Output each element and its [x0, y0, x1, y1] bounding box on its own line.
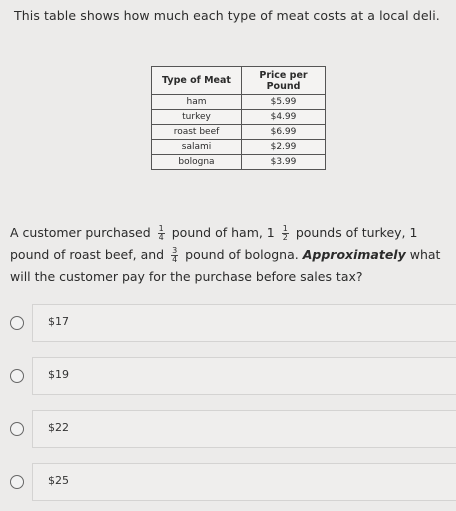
answer-choice-d[interactable]: [4, 463, 456, 501]
question-part-4: pound of bologna.: [185, 247, 299, 262]
question-part-3: pounds of turkey, 1 pound of roast beef, and: [10, 225, 418, 262]
radio-button[interactable]: [10, 422, 24, 436]
fraction-denominator: 2: [282, 233, 288, 242]
header-price-per: Price per: [259, 69, 308, 81]
table-header-row: [152, 67, 326, 95]
meat-cell: ham: [152, 95, 242, 110]
choice-label: $19: [48, 368, 69, 381]
answer-choice-a[interactable]: [4, 304, 456, 342]
header-price-per-pound: [242, 67, 326, 95]
meat-price-table: [151, 66, 326, 170]
choice-box[interactable]: [32, 410, 456, 448]
answer-choice-b[interactable]: [4, 357, 456, 395]
price-cell: $6.99: [242, 125, 326, 140]
meat-cell: roast beef: [152, 125, 242, 140]
answer-choice-c[interactable]: [4, 410, 456, 448]
radio-button[interactable]: [10, 369, 24, 383]
meat-cell: bologna: [152, 155, 242, 170]
question-part-5: what will the customer pay for the purchase before sales tax?: [10, 247, 441, 284]
question-text: [10, 222, 452, 288]
price-cell: $4.99: [242, 110, 326, 125]
price-cell: $5.99: [242, 95, 326, 110]
price-cell: $2.99: [242, 140, 326, 155]
meat-cell: turkey: [152, 110, 242, 125]
fraction-numerator: 1: [282, 224, 288, 233]
fraction-numerator: 3: [172, 246, 178, 255]
question-part-1: A customer purchased: [10, 225, 151, 240]
choice-box[interactable]: [32, 357, 456, 395]
price-cell: $3.99: [242, 155, 326, 170]
fraction-one-half: [282, 225, 289, 242]
choice-box[interactable]: [32, 304, 456, 342]
table-row: [152, 155, 326, 170]
fraction-three-quarters: [171, 247, 178, 264]
choice-label: $22: [48, 421, 69, 434]
table-row: [152, 95, 326, 110]
choice-box[interactable]: [32, 463, 456, 501]
choice-label: $25: [48, 474, 69, 487]
radio-button[interactable]: [10, 475, 24, 489]
fraction-denominator: 4: [172, 255, 178, 264]
header-pound: Pound: [266, 80, 301, 92]
fraction-one-quarter: [158, 225, 165, 242]
question-emphasis: Approximately: [302, 247, 406, 262]
fraction-numerator: 1: [158, 224, 164, 233]
table-row: [152, 110, 326, 125]
meat-cell: salami: [152, 140, 242, 155]
header-type-of-meat: Type of Meat: [152, 67, 242, 95]
fraction-denominator: 4: [158, 233, 164, 242]
table-row: [152, 125, 326, 140]
question-part-2: pound of ham, 1: [171, 225, 275, 240]
question-intro: This table shows how much each type of meat costs at a local deli.: [14, 8, 440, 23]
choice-label: $17: [48, 315, 69, 328]
table-row: [152, 140, 326, 155]
radio-button[interactable]: [10, 316, 24, 330]
